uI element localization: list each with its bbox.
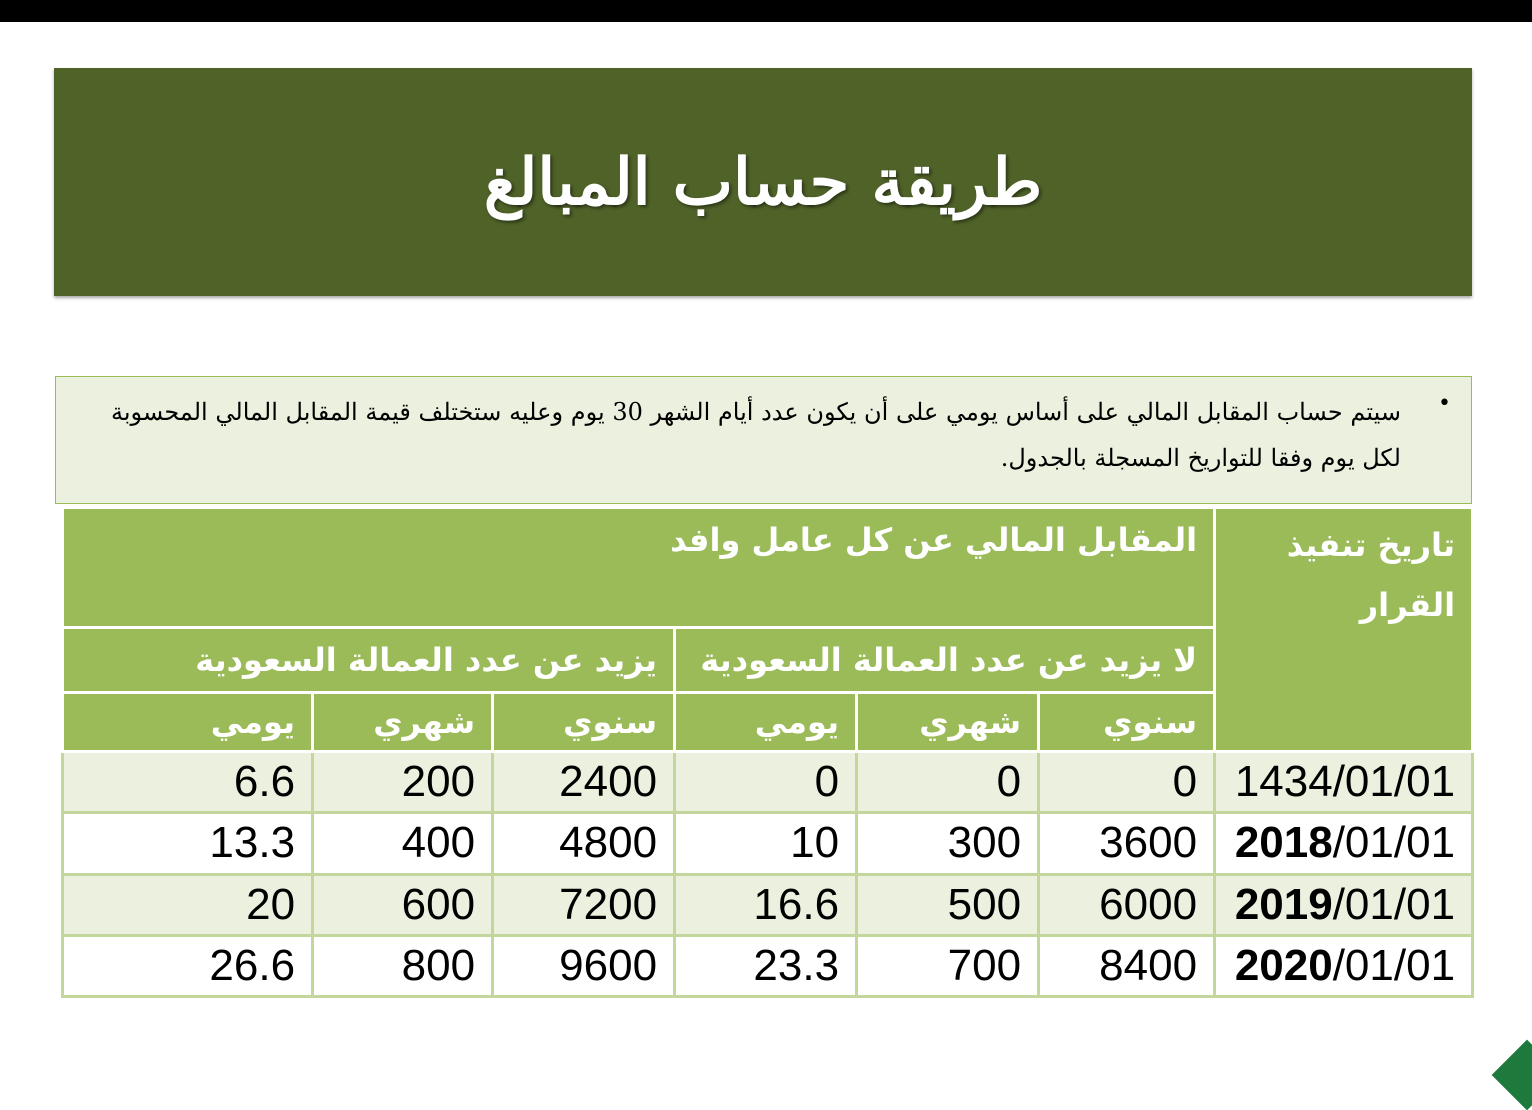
table-row bbox=[63, 752, 1473, 813]
table-row bbox=[63, 874, 1473, 935]
corner-decoration bbox=[1492, 1040, 1532, 1110]
cell-b-daily: 20 bbox=[63, 874, 313, 935]
cell-b-yearly: 9600 bbox=[493, 935, 675, 996]
page-title: طريقة حساب المبالغ bbox=[483, 144, 1043, 220]
header-not-exceed: لا يزيد عن عدد العمالة السعودية bbox=[675, 628, 1215, 693]
table-row bbox=[63, 935, 1473, 996]
cell-a-yearly: 3600 bbox=[1039, 813, 1215, 874]
cell-b-monthly: 600 bbox=[313, 874, 493, 935]
cell-b-daily: 6.6 bbox=[63, 752, 313, 813]
cell-a-daily: 16.6 bbox=[675, 874, 857, 935]
cell-b-yearly: 2400 bbox=[493, 752, 675, 813]
cell-b-daily: 26.6 bbox=[63, 935, 313, 996]
note-text: سيتم حساب المقابل المالي على أساس يومي على أن يكون عدد أيام الشهر 30 يوم وعليه ستختلف قيمة المقابل المالي المحسوبة لكل يوم وفقا للتواريخ المسجلة بالجدول. bbox=[111, 398, 1401, 472]
header-exceed: يزيد عن عدد العمالة السعودية bbox=[63, 628, 675, 693]
date-year: 2019 bbox=[1234, 879, 1333, 929]
table-row bbox=[63, 813, 1473, 874]
cell-b-yearly: 4800 bbox=[493, 813, 675, 874]
header-fee-per-worker: المقابل المالي عن كل عامل وافد bbox=[63, 508, 1215, 628]
cell-b-yearly: 7200 bbox=[493, 874, 675, 935]
date-year: 1434 bbox=[1234, 757, 1333, 807]
cell-a-daily: 0 bbox=[675, 752, 857, 813]
cell-a-daily: 23.3 bbox=[675, 935, 857, 996]
fees-table bbox=[61, 506, 1474, 998]
date-cell bbox=[1215, 813, 1473, 874]
date-cell bbox=[1215, 874, 1473, 935]
bullet-icon: • bbox=[1438, 391, 1451, 416]
date-rest: /01/01 bbox=[1332, 818, 1456, 868]
cell-a-yearly: 6000 bbox=[1039, 874, 1215, 935]
cell-a-yearly: 0 bbox=[1039, 752, 1215, 813]
header-b-monthly: شهري bbox=[313, 693, 493, 752]
cell-b-monthly: 400 bbox=[313, 813, 493, 874]
date-rest: /01/01 bbox=[1332, 757, 1456, 807]
cell-a-yearly: 8400 bbox=[1039, 935, 1215, 996]
header-b-yearly: سنوي bbox=[493, 693, 675, 752]
cell-a-monthly: 700 bbox=[857, 935, 1039, 996]
date-year: 2020 bbox=[1234, 940, 1333, 990]
header-b-daily: يومي bbox=[63, 693, 313, 752]
header-a-daily: يومي bbox=[675, 693, 857, 752]
title-banner bbox=[54, 68, 1472, 296]
header-a-monthly: شهري bbox=[857, 693, 1039, 752]
date-rest: /01/01 bbox=[1332, 879, 1456, 929]
cell-b-daily: 13.3 bbox=[63, 813, 313, 874]
cell-a-daily: 10 bbox=[675, 813, 857, 874]
date-year: 2018 bbox=[1234, 818, 1333, 868]
top-bar bbox=[0, 0, 1532, 22]
cell-b-monthly: 200 bbox=[313, 752, 493, 813]
header-a-yearly: سنوي bbox=[1039, 693, 1215, 752]
cell-a-monthly: 500 bbox=[857, 874, 1039, 935]
note-box bbox=[55, 376, 1472, 504]
cell-a-monthly: 300 bbox=[857, 813, 1039, 874]
date-cell bbox=[1215, 935, 1473, 996]
date-cell bbox=[1215, 752, 1473, 813]
date-rest: /01/01 bbox=[1332, 940, 1456, 990]
cell-a-monthly: 0 bbox=[857, 752, 1039, 813]
cell-b-monthly: 800 bbox=[313, 935, 493, 996]
header-date: تاريخ تنفيذ القرار bbox=[1215, 508, 1473, 752]
